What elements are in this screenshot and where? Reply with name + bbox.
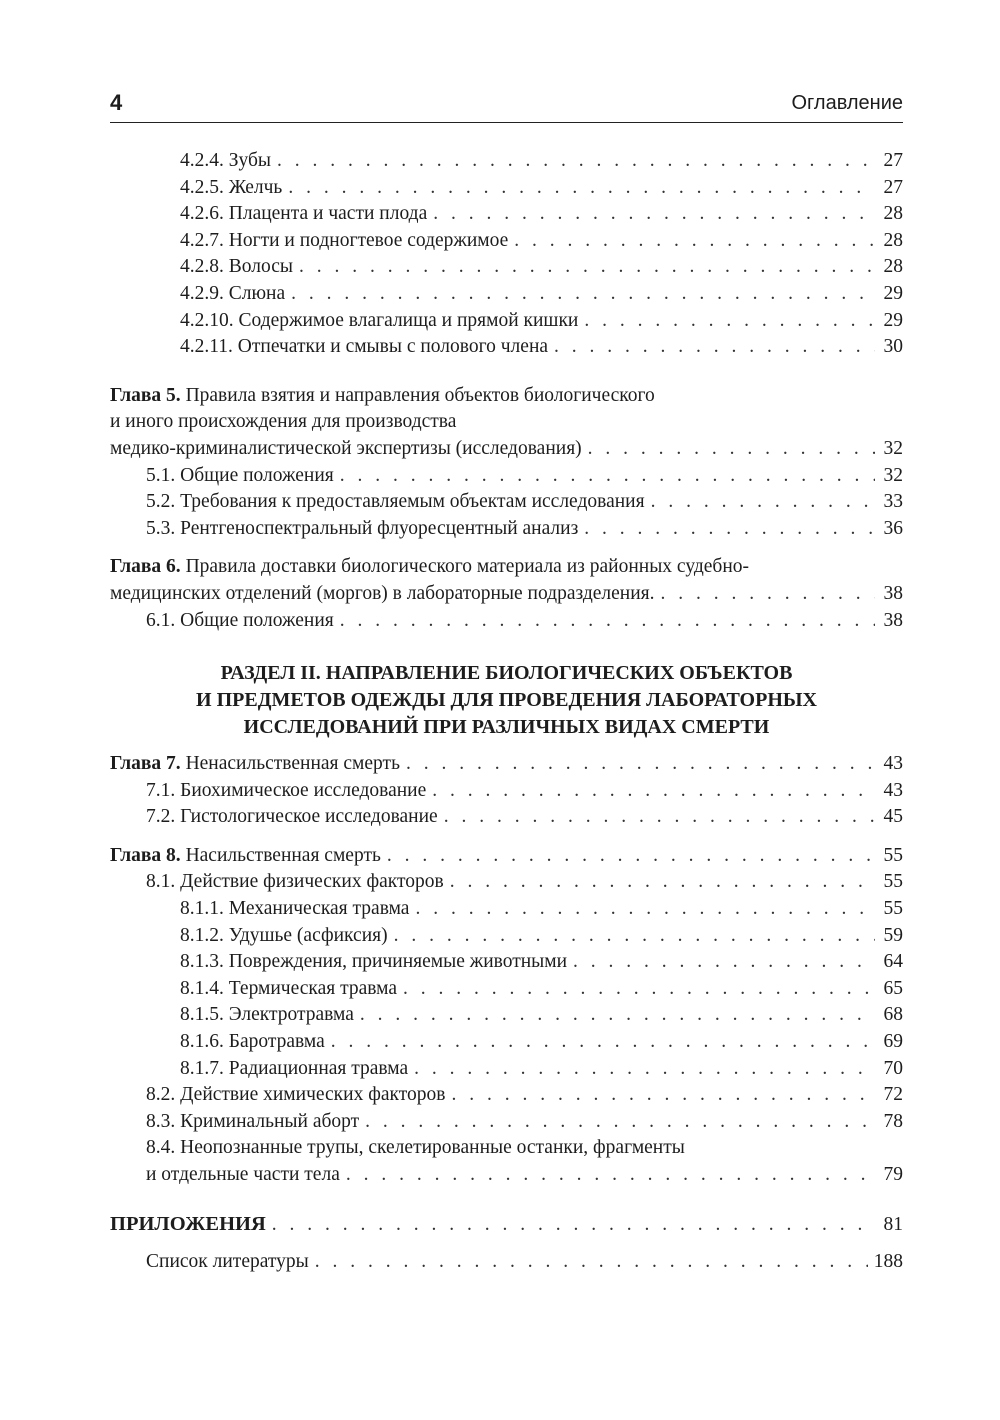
leader-dots bbox=[291, 281, 875, 308]
leader-dots bbox=[272, 1212, 875, 1239]
leader-dots bbox=[584, 308, 875, 335]
toc-entry[interactable] bbox=[110, 976, 903, 1003]
leader-dots bbox=[403, 976, 875, 1003]
entry-number: 8.1.3. bbox=[180, 951, 224, 973]
chapter-title-line: медицинских отделений (моргов) в лабораторные подразделения. bbox=[110, 582, 655, 604]
entry-number: 6.1. bbox=[146, 609, 176, 631]
entry-title: Баротравма bbox=[228, 1031, 325, 1053]
entry-page: 27 bbox=[883, 150, 903, 171]
leader-dots bbox=[450, 869, 875, 896]
entry-number: 8.4. bbox=[146, 1137, 176, 1159]
section-2-heading[interactable] bbox=[110, 660, 903, 741]
entry-number: 8.2. bbox=[146, 1084, 176, 1106]
entry-title: Неопознанные трупы, скелетированные останки, фрагменты bbox=[180, 1137, 685, 1159]
toc-entry[interactable] bbox=[110, 334, 903, 361]
entry-number: 4.2.11. bbox=[180, 336, 233, 358]
entry-page: 79 bbox=[883, 1164, 903, 1185]
chapter-label: Глава 7. bbox=[110, 753, 181, 775]
toc-entry[interactable] bbox=[110, 463, 903, 490]
entry-number: 5.3. bbox=[146, 517, 176, 539]
entry-title: Термическая травма bbox=[228, 977, 397, 999]
entry-number: 8.1.2. bbox=[180, 924, 224, 946]
leader-dots bbox=[340, 463, 875, 490]
entry-page: 59 bbox=[883, 924, 903, 946]
entry-title: Зубы bbox=[228, 150, 272, 171]
entry-number: 8.1.5. bbox=[180, 1004, 224, 1026]
leader-dots bbox=[414, 1056, 875, 1083]
entry-number: 7.1. bbox=[146, 779, 176, 801]
entry-title: Волосы bbox=[228, 256, 293, 278]
entry-number: 4.2.7. bbox=[180, 229, 224, 251]
leader-dots bbox=[444, 804, 875, 831]
toc-entry[interactable] bbox=[110, 1109, 903, 1136]
entry-page: 32 bbox=[883, 464, 903, 486]
entry-page: 38 bbox=[883, 609, 903, 631]
entry-page: 64 bbox=[883, 951, 903, 973]
entry-title: ПРИЛОЖЕНИЯ bbox=[110, 1212, 266, 1235]
entry-number: 4.2.5. bbox=[180, 176, 224, 198]
entry-number: 4.2.6. bbox=[180, 203, 224, 225]
chapter-label: Глава 8. bbox=[110, 844, 181, 866]
entry-page: 65 bbox=[883, 977, 903, 999]
entry-page: 32 bbox=[883, 437, 903, 459]
chapter-title-line: Правила взятия и направления объектов биологического bbox=[185, 384, 655, 406]
entry-page: 55 bbox=[883, 871, 903, 893]
entry-title: Действие химических факторов bbox=[180, 1084, 446, 1106]
chapter-label: Глава 5. bbox=[110, 384, 181, 406]
entry-number: 4.2.8. bbox=[180, 256, 224, 278]
entry-title: Ненасильственная смерть bbox=[185, 753, 400, 775]
entry-title: Радиационная травма bbox=[228, 1057, 409, 1079]
chapter-6-entry[interactable] bbox=[110, 581, 903, 608]
leader-dots bbox=[573, 949, 875, 976]
entry-page: 28 bbox=[883, 203, 903, 225]
leader-dots bbox=[584, 516, 875, 543]
entry-page: 68 bbox=[883, 1004, 903, 1026]
toc-entry[interactable] bbox=[110, 923, 903, 950]
entry-page: 55 bbox=[883, 844, 903, 866]
toc-entry[interactable] bbox=[110, 949, 903, 976]
entry-title: Желчь bbox=[228, 176, 283, 198]
chapter-title-line: Правила доставки биологического материала из районных судебно- bbox=[185, 556, 750, 578]
entry-number: 8.1.7. bbox=[180, 1057, 224, 1079]
toc-entry[interactable] bbox=[110, 608, 903, 635]
entry-title: Требования к предоставляемым объектам исследования bbox=[180, 491, 645, 513]
entry-title: Плацента и части плода bbox=[228, 203, 428, 225]
chapter-title-line: медико-криминалистической экспертизы (исследования) bbox=[110, 437, 582, 459]
entry-title: Удушье (асфиксия) bbox=[228, 924, 388, 946]
entry-page: 43 bbox=[883, 753, 903, 775]
chapter-8-entry[interactable] bbox=[110, 843, 903, 870]
leader-dots bbox=[554, 334, 875, 361]
toc-entry[interactable] bbox=[110, 1029, 903, 1056]
entry-page: 28 bbox=[883, 256, 903, 278]
toc-entry[interactable] bbox=[110, 228, 903, 255]
references-entry[interactable] bbox=[110, 1249, 903, 1276]
entry-page: 72 bbox=[883, 1084, 903, 1106]
entry-title: Ногти и подногтевое содержимое bbox=[228, 229, 509, 251]
toc-entry[interactable] bbox=[110, 281, 903, 308]
entry-title: Механическая травма bbox=[228, 898, 410, 920]
entry-number: 8.1.4. bbox=[180, 977, 224, 999]
entry-title: Насильственная смерть bbox=[185, 844, 381, 866]
toc-entry-multiline[interactable] bbox=[110, 1135, 903, 1162]
leader-dots bbox=[514, 228, 875, 255]
toc-entry[interactable] bbox=[110, 1002, 903, 1029]
leader-dots bbox=[365, 1109, 875, 1136]
toc-entry[interactable] bbox=[110, 489, 903, 516]
entry-title: и отдельные части тела bbox=[146, 1164, 340, 1185]
entry-number: 8.1.6. bbox=[180, 1031, 224, 1053]
entry-title: Список литературы bbox=[146, 1251, 309, 1273]
toc-entry[interactable] bbox=[110, 175, 903, 202]
entry-page: 33 bbox=[883, 491, 903, 513]
entry-number: 7.2. bbox=[146, 806, 176, 828]
toc-entry[interactable] bbox=[110, 1082, 903, 1109]
toc-entry[interactable] bbox=[110, 516, 903, 543]
running-title: Оглавление bbox=[791, 92, 903, 114]
entry-title: Электротравма bbox=[228, 1004, 354, 1026]
leader-dots bbox=[331, 1029, 875, 1056]
entry-title: Действие физических факторов bbox=[180, 871, 444, 893]
leader-dots bbox=[299, 254, 875, 281]
entry-number: 8.1. bbox=[146, 871, 176, 893]
entry-title: Содержимое влагалища и прямой кишки bbox=[238, 309, 579, 331]
chapter-5-entry[interactable] bbox=[110, 436, 903, 463]
leader-dots bbox=[360, 1002, 875, 1029]
leader-dots bbox=[406, 751, 875, 778]
toc-entry[interactable] bbox=[110, 778, 903, 805]
leader-dots bbox=[346, 1162, 875, 1189]
chapter-7-entry[interactable] bbox=[110, 751, 903, 778]
entry-title: Биохимическое исследование bbox=[180, 779, 427, 801]
entry-title: Гистологическое исследование bbox=[180, 806, 438, 828]
toc-entry[interactable] bbox=[110, 201, 903, 228]
entry-page: 188 bbox=[873, 1251, 903, 1273]
entry-number: 4.2.10. bbox=[180, 309, 234, 331]
appendix-entry[interactable] bbox=[110, 1211, 903, 1238]
leader-dots bbox=[277, 148, 875, 175]
entry-number: 4.2.9. bbox=[180, 282, 224, 304]
toc-entry-continuation[interactable] bbox=[110, 1162, 903, 1189]
entry-page: 29 bbox=[883, 282, 903, 304]
entry-title: Отпечатки и смывы с полового члена bbox=[237, 336, 549, 358]
entry-page: 36 bbox=[883, 517, 903, 539]
toc-entry[interactable] bbox=[110, 1056, 903, 1083]
leader-dots bbox=[288, 175, 875, 202]
toc-entry[interactable] bbox=[110, 148, 903, 175]
leader-dots bbox=[661, 581, 875, 608]
entry-page: 70 bbox=[883, 1057, 903, 1079]
entry-title: Криминальный аборт bbox=[180, 1110, 360, 1132]
leader-dots bbox=[340, 608, 875, 635]
entry-page: 29 bbox=[883, 309, 903, 331]
leader-dots bbox=[433, 201, 875, 228]
entry-number: 8.3. bbox=[146, 1110, 176, 1132]
entry-title: Слюна bbox=[228, 282, 286, 304]
entry-page: 78 bbox=[883, 1110, 903, 1132]
entry-page: 28 bbox=[883, 229, 903, 251]
leader-dots bbox=[588, 436, 875, 463]
leader-dots bbox=[394, 923, 875, 950]
entry-number: 8.1.1. bbox=[180, 898, 224, 920]
toc-entry[interactable] bbox=[110, 869, 903, 896]
section-heading-line: РАЗДЕЛ II. НАПРАВЛЕНИЕ БИОЛОГИЧЕСКИХ ОБЪЕКТОВ bbox=[220, 662, 793, 685]
entry-number: 5.2. bbox=[146, 491, 176, 513]
toc-entry[interactable] bbox=[110, 308, 903, 335]
entry-page: 69 bbox=[883, 1031, 903, 1053]
entry-page: 38 bbox=[883, 582, 903, 604]
entry-page: 45 bbox=[883, 806, 903, 828]
chapter-5-heading[interactable] bbox=[110, 383, 903, 410]
page-header bbox=[110, 88, 903, 123]
entry-title: Общие положения bbox=[180, 609, 334, 631]
toc-entry[interactable] bbox=[110, 254, 903, 281]
entry-number: 5.1. bbox=[146, 464, 176, 486]
entry-page: 27 bbox=[883, 176, 903, 198]
toc-entry[interactable] bbox=[110, 896, 903, 923]
chapter-6-heading[interactable] bbox=[110, 554, 903, 581]
toc-entry[interactable] bbox=[110, 804, 903, 831]
section-heading-line: ИССЛЕДОВАНИЙ ПРИ РАЗЛИЧНЫХ ВИДАХ СМЕРТИ bbox=[243, 716, 770, 739]
chapter-label: Глава 6. bbox=[110, 556, 181, 578]
entry-page: 55 bbox=[883, 898, 903, 920]
table-of-contents bbox=[110, 148, 903, 1276]
entry-page: 43 bbox=[883, 779, 903, 801]
section-heading-line: И ПРЕДМЕТОВ ОДЕЖДЫ ДЛЯ ПРОВЕДЕНИЯ ЛАБОРАТОРНЫХ bbox=[196, 689, 817, 712]
entry-number: 4.2.4. bbox=[180, 150, 224, 171]
entry-title: Повреждения, причиняемые животными bbox=[228, 951, 568, 973]
page-number: 4 bbox=[110, 90, 123, 115]
entry-title: Рентгеноспектральный флуоресцентный анализ bbox=[180, 517, 579, 539]
chapter-title-continuation: и иного происхождения для производства bbox=[110, 411, 457, 433]
entry-page: 81 bbox=[883, 1213, 903, 1235]
leader-dots bbox=[315, 1249, 868, 1276]
leader-dots bbox=[432, 778, 875, 805]
entry-page: 30 bbox=[883, 336, 903, 358]
leader-dots bbox=[415, 896, 875, 923]
leader-dots bbox=[387, 843, 875, 870]
leader-dots bbox=[651, 489, 875, 516]
entry-title: Общие положения bbox=[180, 464, 334, 486]
leader-dots bbox=[451, 1082, 875, 1109]
